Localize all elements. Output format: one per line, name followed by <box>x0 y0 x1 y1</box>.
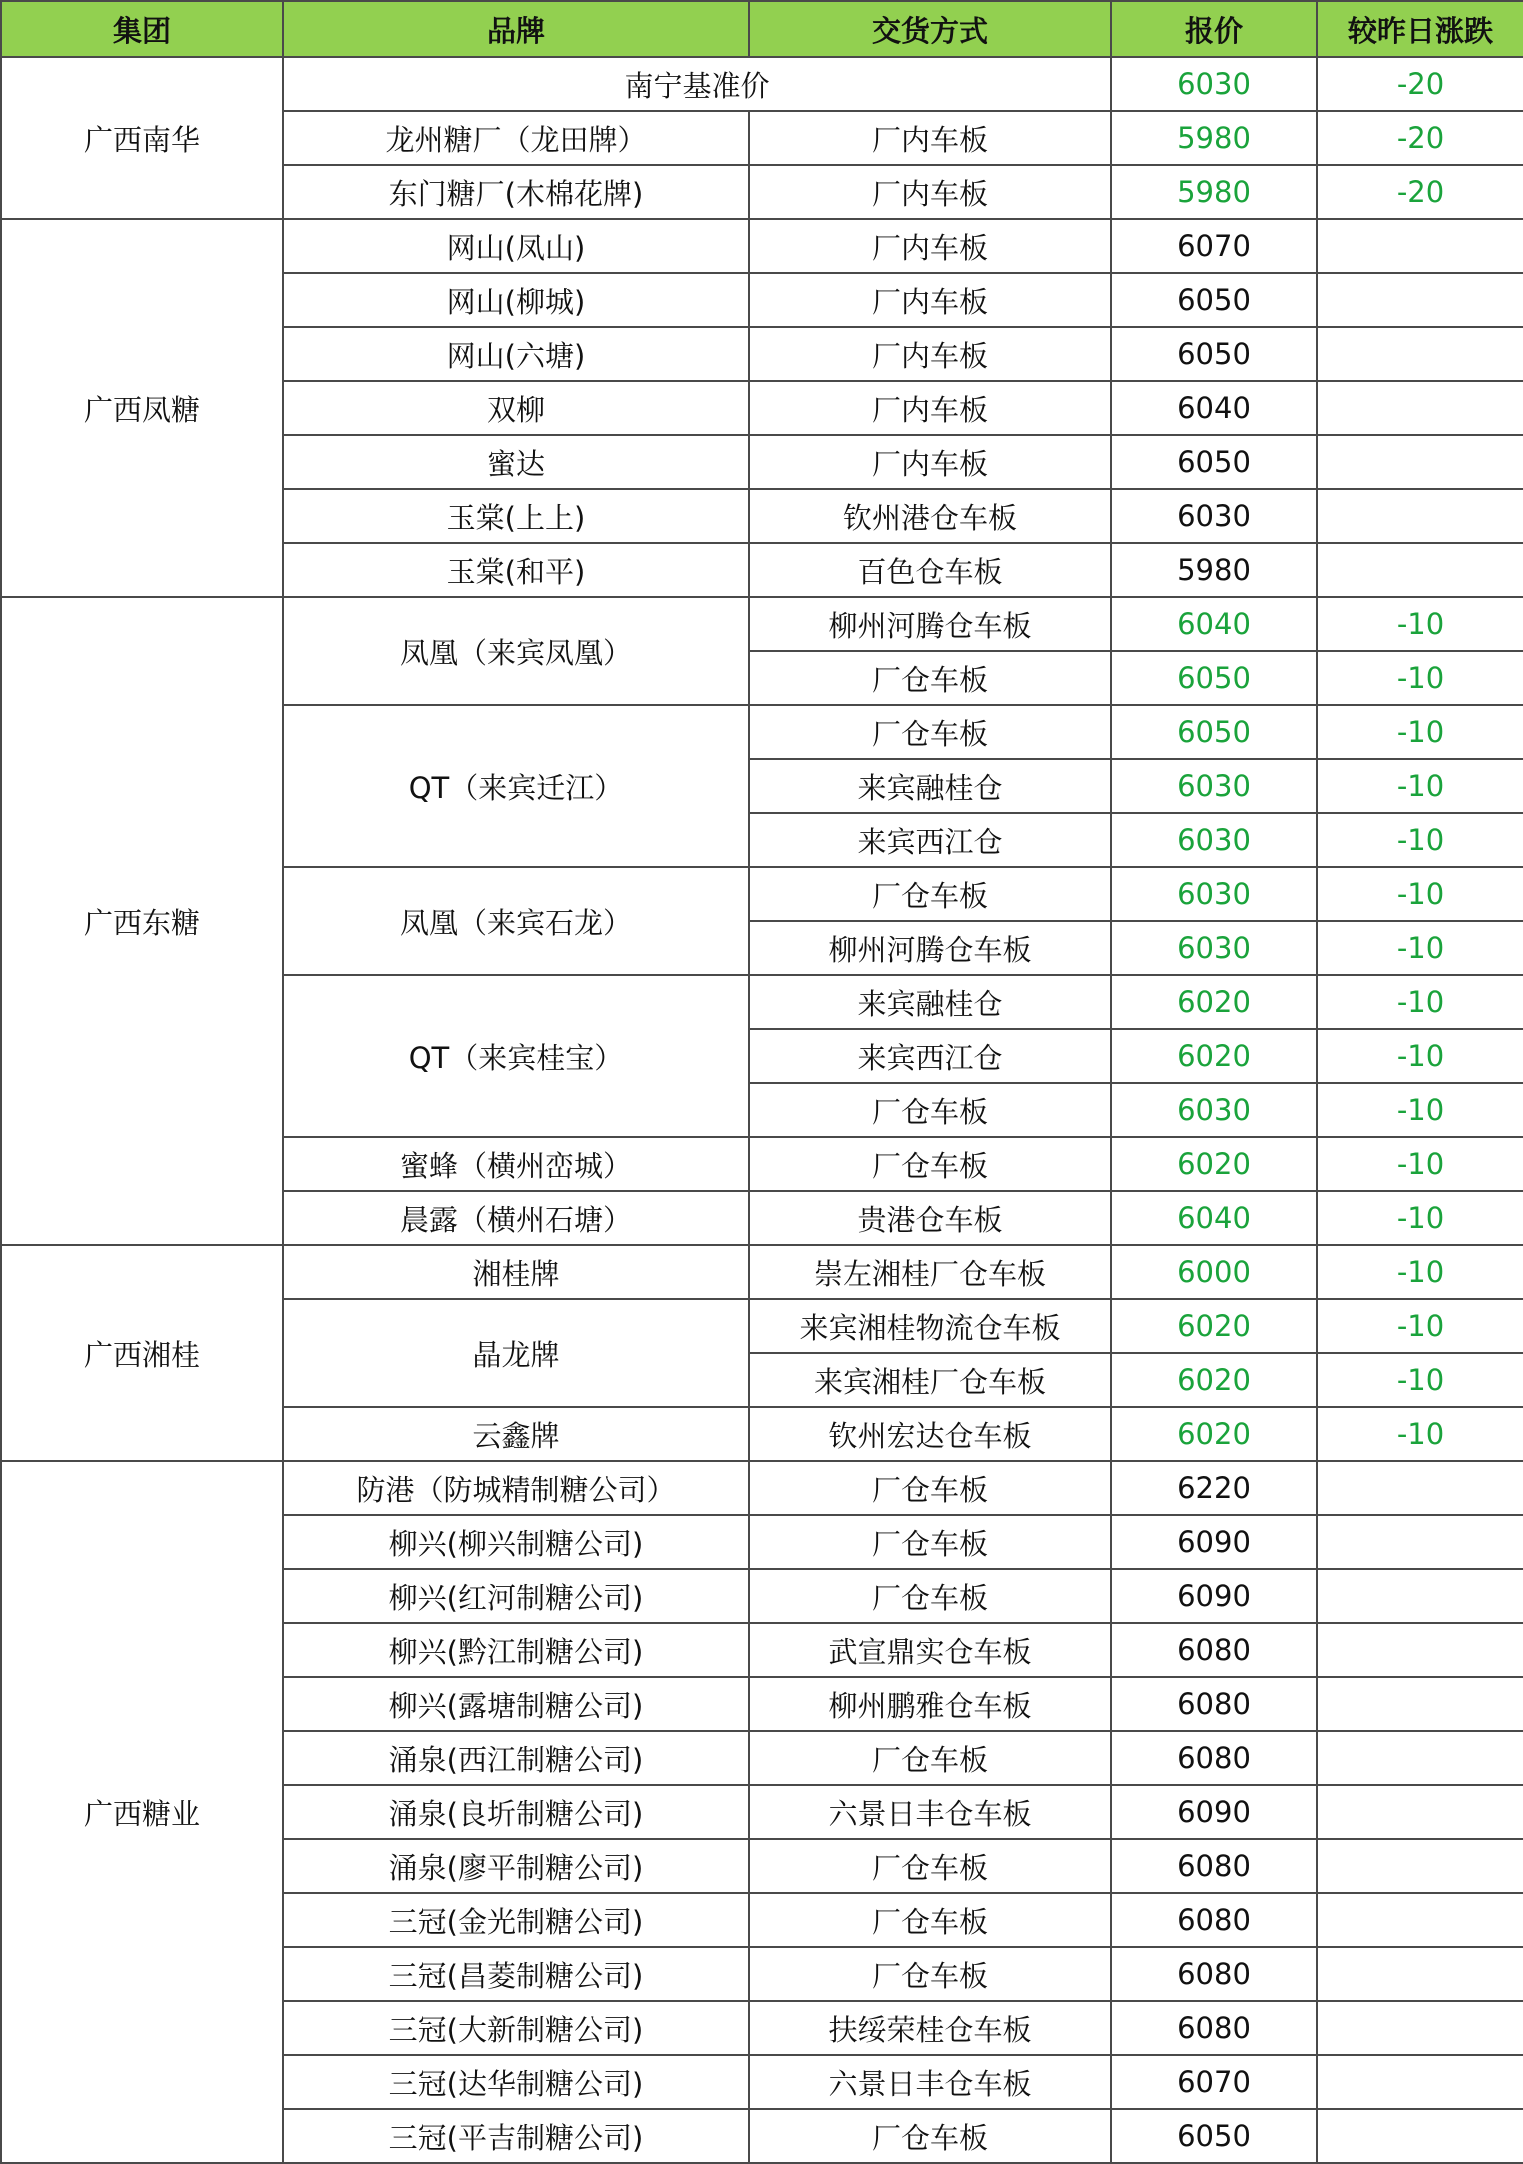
brand-cell: 涌泉(廖平制糖公司) <box>283 1839 749 1893</box>
price-cell: 5980 <box>1111 165 1317 219</box>
price-cell: 6050 <box>1111 435 1317 489</box>
change-cell <box>1317 1947 1523 2001</box>
brand-cell: 三冠(达华制糖公司) <box>283 2055 749 2109</box>
price-cell: 6080 <box>1111 1893 1317 1947</box>
change-cell: -20 <box>1317 165 1523 219</box>
price-cell: 6030 <box>1111 921 1317 975</box>
delivery-cell: 钦州宏达仓车板 <box>749 1407 1111 1461</box>
delivery-cell: 来宾湘桂厂仓车板 <box>749 1353 1111 1407</box>
group-cell: 广西南华 <box>1 57 283 219</box>
delivery-cell: 厂仓车板 <box>749 1461 1111 1515</box>
delivery-cell: 厂仓车板 <box>749 705 1111 759</box>
change-cell <box>1317 2055 1523 2109</box>
brand-cell: 双柳 <box>283 381 749 435</box>
change-cell: -10 <box>1317 1083 1523 1137</box>
price-cell: 6050 <box>1111 651 1317 705</box>
brand-cell: 湘桂牌 <box>283 1245 749 1299</box>
delivery-cell: 厂仓车板 <box>749 1083 1111 1137</box>
price-cell: 6220 <box>1111 1461 1317 1515</box>
change-cell <box>1317 1785 1523 1839</box>
change-cell <box>1317 2109 1523 2163</box>
brand-cell: 蜜达 <box>283 435 749 489</box>
price-cell: 6040 <box>1111 597 1317 651</box>
price-cell: 6050 <box>1111 273 1317 327</box>
header-row <box>1 1 1523 57</box>
delivery-cell: 来宾融桂仓 <box>749 759 1111 813</box>
brand-cell: 龙州糖厂（龙田牌） <box>283 111 749 165</box>
header-change: 较昨日涨跌 <box>1317 1 1523 57</box>
price-cell: 6090 <box>1111 1569 1317 1623</box>
delivery-cell: 来宾西江仓 <box>749 1029 1111 1083</box>
brand-cell: 玉棠(上上) <box>283 489 749 543</box>
change-cell: -10 <box>1317 1137 1523 1191</box>
brand-cell: 云鑫牌 <box>283 1407 749 1461</box>
brand-cell: 晨露（横州石塘） <box>283 1191 749 1245</box>
change-cell <box>1317 1515 1523 1569</box>
change-cell <box>1317 1677 1523 1731</box>
change-cell <box>1317 1461 1523 1515</box>
price-cell: 6020 <box>1111 1029 1317 1083</box>
change-cell <box>1317 435 1523 489</box>
delivery-cell: 厂仓车板 <box>749 651 1111 705</box>
delivery-cell: 钦州港仓车板 <box>749 489 1111 543</box>
delivery-cell: 来宾湘桂物流仓车板 <box>749 1299 1111 1353</box>
change-cell: -10 <box>1317 705 1523 759</box>
price-cell: 6080 <box>1111 1623 1317 1677</box>
header-group: 集团 <box>1 1 283 57</box>
change-cell <box>1317 543 1523 597</box>
price-cell: 6000 <box>1111 1245 1317 1299</box>
delivery-cell: 柳州河腾仓车板 <box>749 597 1111 651</box>
brand-cell: 柳兴(柳兴制糖公司) <box>283 1515 749 1569</box>
group-cell: 广西东糖 <box>1 597 283 1245</box>
change-cell <box>1317 1893 1523 1947</box>
price-cell: 6040 <box>1111 1191 1317 1245</box>
change-cell: -10 <box>1317 597 1523 651</box>
change-cell: -10 <box>1317 867 1523 921</box>
price-cell: 5980 <box>1111 543 1317 597</box>
change-cell <box>1317 2001 1523 2055</box>
brand-cell: 三冠(大新制糖公司) <box>283 2001 749 2055</box>
price-cell: 6050 <box>1111 2109 1317 2163</box>
price-cell: 6030 <box>1111 489 1317 543</box>
price-cell: 6020 <box>1111 1299 1317 1353</box>
price-cell: 6030 <box>1111 759 1317 813</box>
change-cell: -10 <box>1317 759 1523 813</box>
delivery-cell: 厂仓车板 <box>749 867 1111 921</box>
delivery-cell: 扶绥荣桂仓车板 <box>749 2001 1111 2055</box>
price-cell: 6080 <box>1111 1731 1317 1785</box>
price-cell: 6070 <box>1111 219 1317 273</box>
delivery-cell: 柳州河腾仓车板 <box>749 921 1111 975</box>
price-cell: 6080 <box>1111 1947 1317 2001</box>
table-body <box>1 57 1523 2163</box>
delivery-cell: 厂仓车板 <box>749 1839 1111 1893</box>
table-row <box>1 1461 1523 1515</box>
change-cell: -20 <box>1317 111 1523 165</box>
delivery-cell: 厂仓车板 <box>749 1731 1111 1785</box>
brand-cell: QT（来宾桂宝） <box>283 975 749 1137</box>
change-cell: -10 <box>1317 1353 1523 1407</box>
change-cell <box>1317 1569 1523 1623</box>
price-cell: 6020 <box>1111 975 1317 1029</box>
price-cell: 6040 <box>1111 381 1317 435</box>
brand-cell: QT（来宾迁江） <box>283 705 749 867</box>
change-cell <box>1317 381 1523 435</box>
price-cell: 6070 <box>1111 2055 1317 2109</box>
brand-cell: 涌泉(良圻制糖公司) <box>283 1785 749 1839</box>
delivery-cell: 来宾西江仓 <box>749 813 1111 867</box>
delivery-cell: 柳州鹏雅仓车板 <box>749 1677 1111 1731</box>
delivery-cell: 厂内车板 <box>749 435 1111 489</box>
brand-cell: 网山(凤山) <box>283 219 749 273</box>
change-cell: -10 <box>1317 651 1523 705</box>
price-cell: 6030 <box>1111 1083 1317 1137</box>
change-cell: -10 <box>1317 1245 1523 1299</box>
brand-cell: 网山(柳城) <box>283 273 749 327</box>
price-cell: 6090 <box>1111 1515 1317 1569</box>
delivery-cell: 六景日丰仓车板 <box>749 1785 1111 1839</box>
delivery-cell: 厂仓车板 <box>749 1893 1111 1947</box>
price-cell: 6080 <box>1111 1677 1317 1731</box>
delivery-cell: 厂内车板 <box>749 381 1111 435</box>
brand-cell: 柳兴(黔江制糖公司) <box>283 1623 749 1677</box>
delivery-cell: 厂内车板 <box>749 165 1111 219</box>
brand-cell: 三冠(金光制糖公司) <box>283 1893 749 1947</box>
change-cell: -10 <box>1317 975 1523 1029</box>
brand-cell: 凤凰（来宾凤凰） <box>283 597 749 705</box>
change-cell <box>1317 1623 1523 1677</box>
delivery-cell: 百色仓车板 <box>749 543 1111 597</box>
change-cell <box>1317 1839 1523 1893</box>
price-cell: 6030 <box>1111 813 1317 867</box>
table-row <box>1 219 1523 273</box>
change-cell: -10 <box>1317 813 1523 867</box>
table-row <box>1 57 1523 111</box>
price-cell: 6030 <box>1111 867 1317 921</box>
brand-cell: 蜜蜂（横州峦城） <box>283 1137 749 1191</box>
price-cell: 6050 <box>1111 705 1317 759</box>
price-cell: 6020 <box>1111 1353 1317 1407</box>
change-cell <box>1317 1731 1523 1785</box>
price-cell: 6020 <box>1111 1137 1317 1191</box>
table-row <box>1 1245 1523 1299</box>
brand-cell: 东门糖厂(木棉花牌) <box>283 165 749 219</box>
brand-cell: 柳兴(红河制糖公司) <box>283 1569 749 1623</box>
delivery-cell: 厂内车板 <box>749 111 1111 165</box>
brand-cell: 三冠(昌菱制糖公司) <box>283 1947 749 2001</box>
change-cell <box>1317 489 1523 543</box>
brand-cell: 涌泉(西江制糖公司) <box>283 1731 749 1785</box>
delivery-cell: 崇左湘桂厂仓车板 <box>749 1245 1111 1299</box>
table-row <box>1 597 1523 651</box>
price-cell: 6050 <box>1111 327 1317 381</box>
group-cell: 广西糖业 <box>1 1461 283 2163</box>
delivery-cell: 厂内车板 <box>749 219 1111 273</box>
brand-cell: 晶龙牌 <box>283 1299 749 1407</box>
change-cell: -20 <box>1317 57 1523 111</box>
delivery-cell: 厂仓车板 <box>749 1947 1111 2001</box>
price-cell: 6080 <box>1111 2001 1317 2055</box>
delivery-cell: 厂仓车板 <box>749 1515 1111 1569</box>
delivery-cell: 来宾融桂仓 <box>749 975 1111 1029</box>
brand-cell: 凤凰（来宾石龙） <box>283 867 749 975</box>
change-cell: -10 <box>1317 1029 1523 1083</box>
change-cell: -10 <box>1317 1191 1523 1245</box>
price-cell: 6090 <box>1111 1785 1317 1839</box>
price-cell: 6020 <box>1111 1407 1317 1461</box>
change-cell <box>1317 273 1523 327</box>
brand-cell: 三冠(平吉制糖公司) <box>283 2109 749 2163</box>
group-cell: 广西凤糖 <box>1 219 283 597</box>
brand-cell: 南宁基准价 <box>283 57 1111 111</box>
price-cell: 6030 <box>1111 57 1317 111</box>
change-cell: -10 <box>1317 921 1523 975</box>
change-cell <box>1317 219 1523 273</box>
delivery-cell: 厂仓车板 <box>749 1569 1111 1623</box>
delivery-cell: 厂仓车板 <box>749 1137 1111 1191</box>
header-delivery: 交货方式 <box>749 1 1111 57</box>
delivery-cell: 厂内车板 <box>749 273 1111 327</box>
header-brand: 品牌 <box>283 1 749 57</box>
header-price: 报价 <box>1111 1 1317 57</box>
brand-cell: 玉棠(和平) <box>283 543 749 597</box>
change-cell: -10 <box>1317 1407 1523 1461</box>
delivery-cell: 武宣鼎实仓车板 <box>749 1623 1111 1677</box>
brand-cell: 柳兴(露塘制糖公司) <box>283 1677 749 1731</box>
price-cell: 6080 <box>1111 1839 1317 1893</box>
brand-cell: 网山(六塘) <box>283 327 749 381</box>
group-cell: 广西湘桂 <box>1 1245 283 1461</box>
delivery-cell: 厂仓车板 <box>749 2109 1111 2163</box>
delivery-cell: 贵港仓车板 <box>749 1191 1111 1245</box>
delivery-cell: 六景日丰仓车板 <box>749 2055 1111 2109</box>
price-cell: 5980 <box>1111 111 1317 165</box>
brand-cell: 防港（防城精制糖公司） <box>283 1461 749 1515</box>
change-cell <box>1317 327 1523 381</box>
change-cell: -10 <box>1317 1299 1523 1353</box>
delivery-cell: 厂内车板 <box>749 327 1111 381</box>
